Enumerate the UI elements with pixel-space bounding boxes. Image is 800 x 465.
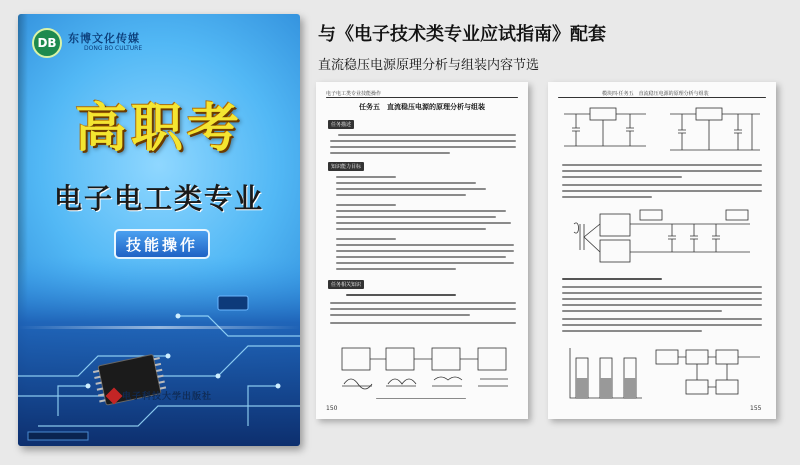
- text-line: [562, 318, 762, 320]
- text-line: [336, 210, 506, 212]
- waveform-figure: [340, 334, 510, 392]
- block-diagram: [652, 344, 764, 404]
- header-rule: [558, 97, 766, 98]
- tag-related-knowledge: 任务相关知识: [328, 280, 364, 289]
- page-left-title: 任务五 直流稳压电源的原理分析与组装: [359, 103, 485, 111]
- text-line: [336, 188, 486, 190]
- text-line: [330, 314, 470, 316]
- text-line: [562, 196, 652, 198]
- text-line: [336, 176, 396, 178]
- text-line: [562, 324, 762, 326]
- cover-publisher: 电子科技大学出版社: [122, 392, 213, 402]
- text-line: [562, 292, 762, 294]
- text-line: [336, 182, 476, 184]
- sample-page-left: [316, 82, 528, 419]
- text-line: [336, 204, 396, 206]
- page-left-header: 电子电工类专业技能操作: [326, 91, 382, 97]
- section-title-line: [562, 278, 662, 280]
- text-line: [330, 152, 450, 154]
- page-right-number: 155: [750, 405, 762, 412]
- cover-title: 高职考: [74, 98, 243, 159]
- text-line: [330, 140, 516, 142]
- text-line: [562, 310, 722, 312]
- text-line: [562, 184, 762, 186]
- circuit-diagram-a: [560, 102, 650, 154]
- text-line: [330, 146, 516, 148]
- publisher-subtitle: DONG BO CULTURE: [84, 45, 143, 52]
- text-line: [336, 244, 514, 246]
- text-line: [338, 134, 516, 136]
- text-line: [336, 256, 506, 258]
- sample-page-right: [548, 82, 776, 419]
- skill-badge: 技能操作: [114, 229, 210, 259]
- text-line: [562, 170, 762, 172]
- text-line: [336, 268, 456, 270]
- panel-heading: 与《电子技术类专业应试指南》配套: [318, 24, 606, 45]
- text-line: [336, 216, 496, 218]
- text-line: [562, 304, 762, 306]
- text-line: [336, 262, 514, 264]
- publisher-logo-icon: DB: [32, 28, 62, 58]
- tag-knowledge-goals: 知识能力目标: [328, 162, 364, 171]
- publisher-name: 东博文化传媒: [68, 32, 140, 45]
- text-line: [330, 302, 516, 304]
- circuit-board-illustration: [18, 256, 300, 446]
- text-line: [336, 228, 486, 230]
- page-left-number: 150: [326, 405, 338, 412]
- text-line: [336, 238, 396, 240]
- panel-subheading: 直流稳压电源原理分析与组装内容节选: [318, 58, 540, 73]
- header-rule: [326, 97, 518, 98]
- text-line: [562, 176, 682, 178]
- figure-caption: [376, 398, 466, 399]
- text-line: [562, 164, 762, 166]
- text-line: [336, 194, 466, 196]
- circuit-diagram-b: [666, 102, 764, 158]
- text-line: [336, 250, 514, 252]
- page-right-header: 模块四·任务五 直流稳压电源的原理分析与组装: [602, 91, 709, 97]
- text-line: [330, 308, 516, 310]
- rectifier-circuit-diagram: [570, 204, 754, 270]
- text-line: [330, 322, 516, 324]
- tag-task-description: 任务描述: [328, 120, 354, 129]
- text-line: [346, 294, 456, 296]
- pulse-graph: [564, 344, 646, 404]
- text-line: [336, 222, 511, 224]
- text-line: [562, 298, 762, 300]
- book-cover: [18, 14, 300, 446]
- cover-subtitle: 电子电工类专业: [53, 182, 264, 215]
- text-line: [562, 330, 702, 332]
- text-line: [562, 190, 762, 192]
- text-line: [562, 286, 762, 288]
